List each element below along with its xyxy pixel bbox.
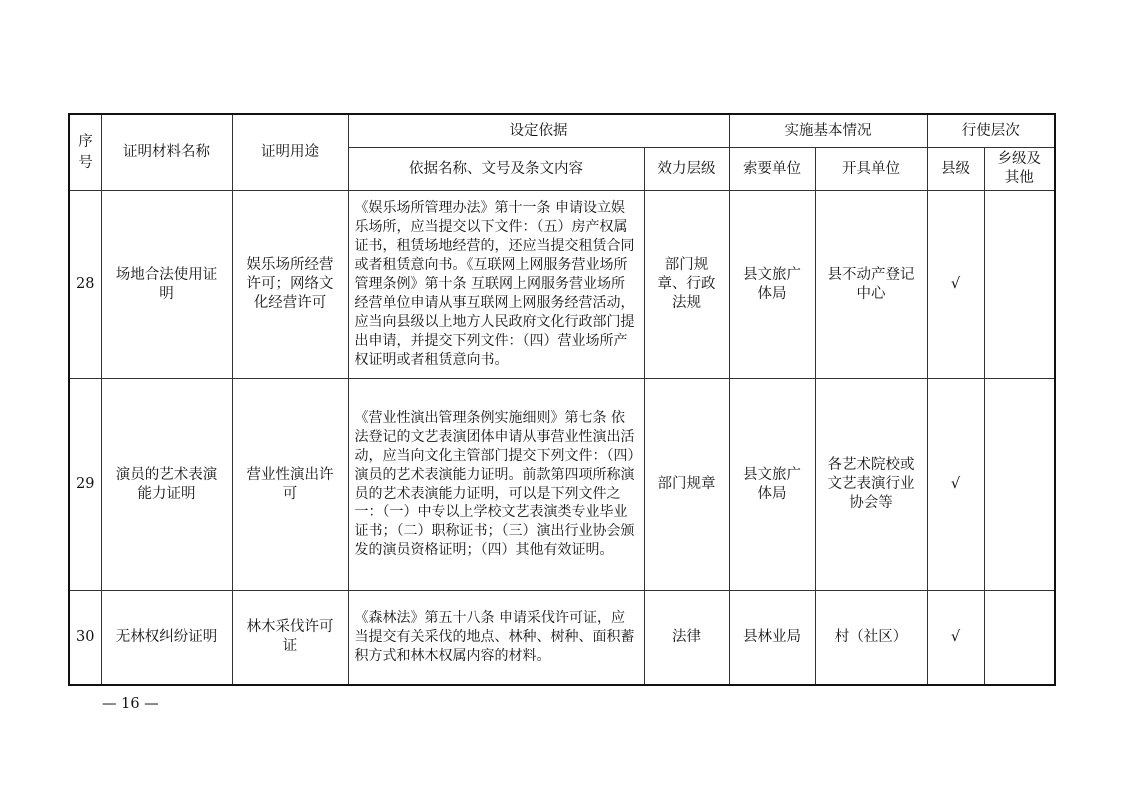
header-name: 证明材料名称	[101, 114, 232, 191]
row-effect: 部门规章	[644, 379, 729, 591]
row-seq: 29	[69, 379, 101, 591]
header-township: 乡级及其他	[984, 148, 1055, 191]
header-seq: 序号	[69, 114, 101, 191]
row-county-check: √	[927, 591, 984, 685]
row-township	[984, 191, 1055, 379]
row-county-check: √	[927, 379, 984, 591]
row-issuer: 各艺术院校或文艺表演行业协会等	[815, 379, 927, 591]
evidence-table	[68, 113, 1056, 686]
row-effect: 部门规章、行政法规	[644, 191, 729, 379]
row-use: 营业性演出许可	[232, 379, 348, 591]
row-use: 娱乐场所经营许可；网络文化经营许可	[232, 191, 348, 379]
header-use: 证明用途	[232, 114, 348, 191]
row-requester: 县文旅广体局	[729, 191, 815, 379]
row-issuer: 县不动产登记中心	[815, 191, 927, 379]
row-county-check: √	[927, 191, 984, 379]
header-effect: 效力层级	[644, 148, 729, 191]
row-name: 无林权纠纷证明	[101, 591, 232, 685]
header-basis-group: 设定依据	[348, 114, 729, 148]
row-name: 场地合法使用证明	[101, 191, 232, 379]
row-township	[984, 591, 1055, 685]
row-effect: 法律	[644, 591, 729, 685]
header-requester: 索要单位	[729, 148, 815, 191]
row-seq: 28	[69, 191, 101, 379]
row-basis: 《娱乐场所管理办法》第十一条 申请设立娱乐场所，应当提交以下文件：（五）房产权属证书，租赁场地经营的，还应当提交租赁合同或者租赁意向书。《互联网上网服务营业场所管理条例》第十条 互联网上网服务营业场所经营单位申请从事互联网上网服务经营活动，应当向县级以上地方人民政府文化行政部门提出申请，并提交下列文件：（四）营业场所产权证明或者租赁意向书。	[348, 191, 644, 379]
header-issuer: 开具单位	[815, 148, 927, 191]
row-requester: 县林业局	[729, 591, 815, 685]
row-township	[984, 379, 1055, 591]
row-requester: 县文旅广体局	[729, 379, 815, 591]
header-level-group: 行使层次	[927, 114, 1055, 148]
header-row-1	[69, 114, 1055, 148]
row-issuer: 村（社区）	[815, 591, 927, 685]
page-number: — 16 —	[102, 696, 159, 712]
table-row	[69, 591, 1055, 685]
header-county: 县级	[927, 148, 984, 191]
header-basis-text: 依据名称、文号及条文内容	[348, 148, 644, 191]
row-seq: 30	[69, 591, 101, 685]
row-use: 林木采伐许可证	[232, 591, 348, 685]
row-basis: 《森林法》第五十八条 申请采伐许可证，应当提交有关采伐的地点、林种、树种、面积蓄积方式和林木权属内容的材料。	[348, 591, 644, 685]
table-row	[69, 191, 1055, 379]
row-basis: 《营业性演出管理条例实施细则》第七条 依法登记的文艺表演团体申请从事营业性演出活动，应当向文化主管部门提交下列文件：（四）演员的艺术表演能力证明。前款第四项所称演员的艺术表演能力证明，可以是下列文件之一：（一）中专以上学校文艺表演类专业毕业证书；（二）职称证书；（三）演出行业协会颁发的演员资格证明；（四）其他有效证明。	[348, 379, 644, 591]
header-impl-group: 实施基本情况	[729, 114, 927, 148]
row-name: 演员的艺术表演能力证明	[101, 379, 232, 591]
table-row	[69, 379, 1055, 591]
